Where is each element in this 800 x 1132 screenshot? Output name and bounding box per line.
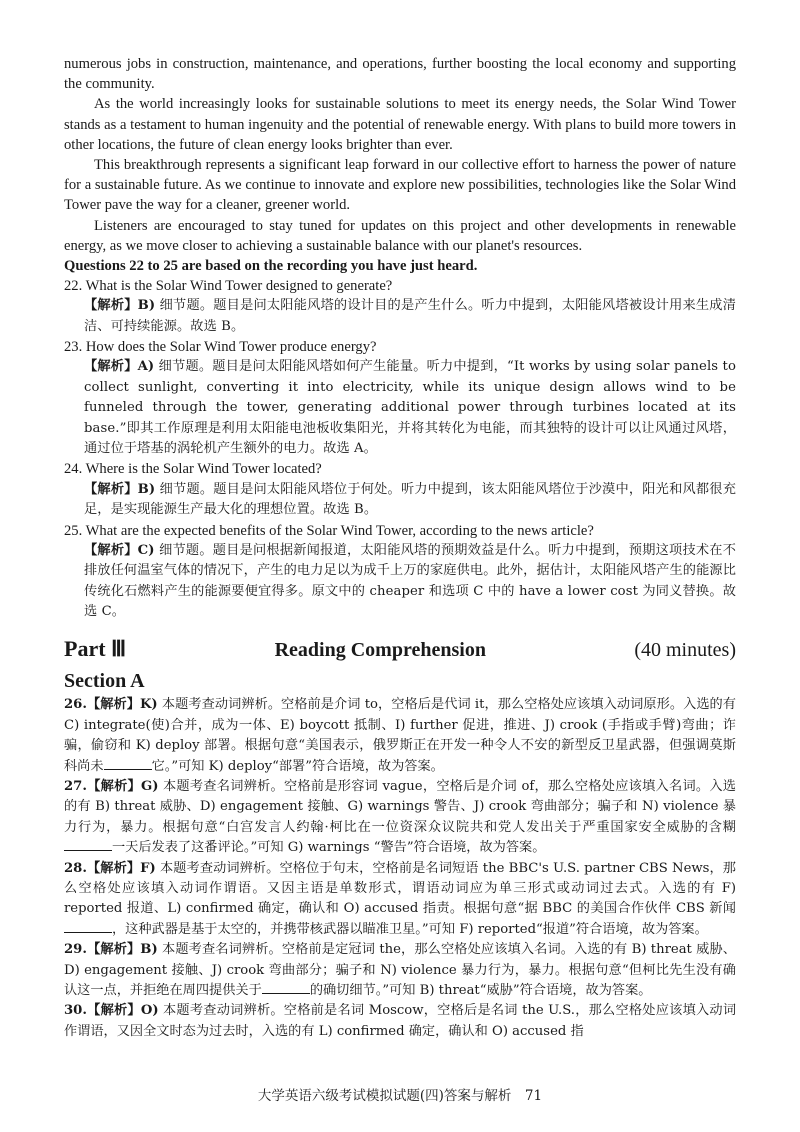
question-22: 22. What is the Solar Wind Tower designed to generate? (64, 278, 393, 295)
passage-para-4: Listeners are encouraged to stay tuned for updates on this project and other developments in renewable energy, as we move closer to achieving a sustainable balance with our planet's resources. (64, 217, 736, 254)
item-text: 本题考查动词辨析。空格前是介词 to，空格后是代词 it，那么空格处应该填入动词原形。入选的有 C) integrate(使)合并，成为一体、E) boycott 抵制、I) further 促进，推进、J) crook (手指或手臂)弯曲；诈骗，偷窃和 K) deploy 部署。根据句意“美国表示，俄罗斯正在开发一种令人不安的新型反卫星武器，但强调莫斯科尚未 (64, 697, 736, 774)
analysis-text: 细节题。题目是问太阳能风塔如何产生能量。听力中提到，“It works by using solar panels to collect sunlight, converting it into electricity, while its unique design allows wind to be funneled through the tower, generating additional power through turbines located at its base.”即其工作原理是利用太阳能电池板收集阳光，并将其转化为电能，而其独特的设计可以让风通过风塔，通过位于塔基的涡轮机产生额外的电力。故选 A。 (84, 359, 736, 457)
analysis-label: 【解析】C) (84, 542, 155, 558)
passage-para-1: numerous jobs in construction, maintenance, and operations, further boosting the local economy and supporting the community. (64, 56, 736, 93)
analysis-label: 【解析】A) (84, 359, 155, 375)
item-label: 28.【解析】F) (64, 860, 156, 876)
blank (104, 757, 152, 770)
analysis-text: 细节题。题目是问太阳能风塔的设计目的是产生什么。听力中提到，太阳能风塔被设计用来生成清洁、可持续能源。故选 B。 (84, 298, 736, 334)
item-text: 它。”可知 K) deploy“部署”符合语境，故为答案。 (151, 758, 444, 774)
item-text: 一天后发表了这番评论。”可知 G) warnings “警告”符合语境，故为答案。 (112, 840, 546, 856)
part-label: Part Ⅲ (64, 636, 127, 662)
item-text: 本题考查动词辨析。空格位于句末，空格前是名词短语 the BBC's U.S. partner CBS News，那么空格处应该填入动词作谓语。又因主语是单数形式，谓语动词应为单三形式或动词过去式。入选的有 F) reported 报道、L) confirmed 确定，确认和 O) accused 指责。根据句意“据 BBC 的美国合作伙伴 CBS 新闻 (64, 860, 736, 917)
item-29 (64, 940, 736, 1001)
item-30 (64, 1001, 736, 1042)
blank (262, 981, 310, 994)
item-26 (64, 695, 736, 777)
analysis-text: 细节题。题目是问根据新闻报道，太阳能风塔的预期效益是什么。听力中提到，预期这项技术在不排放任何温室气体的情况下，产生的电力足以为成千上万的家庭供电。此外，据估计，太阳能风塔产生的能源比传统化石燃料产生的能源要便宜得多。原文中的 cheaper 和选项 C 中的 have a lower cost 为同义替换。故选 C。 (84, 542, 737, 619)
section-heading: Section A (64, 670, 145, 693)
question-23: 23. How does the Solar Wind Tower produce energy? (64, 339, 377, 356)
analysis-25 (84, 541, 736, 623)
questions-heading: Questions 22 to 25 are based on the recording you have just heard. (64, 258, 478, 275)
item-text: ，这种武器是基于太空的，并携带核武器以瞄准卫星。”可知 F) reported“报道”符合语境，故为答案。 (112, 921, 708, 937)
part-heading (64, 636, 736, 662)
item-label: 30.【解析】O) (64, 1003, 159, 1019)
question-25: 25. What are the expected benefits of the Solar Wind Tower, according to the news article? (64, 522, 594, 539)
question-24: 24. Where is the Solar Wind Tower located? (64, 461, 322, 478)
analysis-22 (84, 296, 736, 337)
item-label: 29.【解析】B) (64, 942, 158, 958)
item-text: 本题考查动词辨析。空格前是名词 Moscow，空格后是名词 the U.S.，那么空格处应该填入动词作谓语，又因全文时态为过去时，入选的有 L) confirmed 确定，确认和 O) accused 指 (64, 1003, 737, 1039)
analysis-label: 【解析】B) (84, 298, 156, 314)
part-time: (40 minutes) (634, 639, 736, 662)
part-title: Reading Comprehension (274, 639, 486, 662)
item-27 (64, 777, 736, 859)
page-footer: 大学英语六级考试模拟试题(四)答案与解析 71 (257, 1088, 543, 1104)
item-label: 27.【解析】G) (64, 778, 159, 794)
blank (64, 920, 112, 933)
analysis-24 (84, 480, 736, 521)
blank (64, 838, 112, 851)
passage-para-3: This breakthrough represents a significant leap forward in our collective effort to harness the power of nature for a sustainable future. As we continue to innovate and explore new possibilities, technologies like the Solar Wind Tower pave the way for a cleaner, greener world. (64, 157, 736, 214)
item-label: 26.【解析】K) (64, 697, 158, 713)
item-text: 的确切细节。”可知 B) threat“威胁”符合语境，故为答案。 (309, 983, 652, 999)
item-text: 本题考查名词辨析。空格前是定冠词 the，那么空格处应该填入名词。入选的有 B) threat 威胁、D) engagement 接触、J) crook 弯曲部分；骗子和 N) violence 暴力行为，暴力。根据句意“但柯比先生没有确认这一点，并拒绝在周四提供关于 (64, 942, 736, 999)
analysis-text: 细节题。题目是问太阳能风塔位于何处。听力中提到，该太阳能风塔位于沙漠中，阳光和风都很充足，是实现能源生产最大化的理想位置。故选 B。 (84, 481, 736, 518)
item-text: 本题考查名词辨析。空格前是形容词 vague，空格后是介词 of，那么空格处应该填入名词。入选的有 B) threat 威胁、D) engagement 接触、G) warnings 警告、J) crook 弯曲部分；骗子和 N) violence 暴力行为，暴力。根据句意“白宫发言人约翰·柯比在一位资深众议院共和党人发出关于严重国家安全威胁的含糊 (64, 778, 736, 835)
analysis-23 (84, 357, 736, 459)
passage-para-2: As the world increasingly looks for sustainable solutions to meet its energy needs, the Solar Wind Tower stands as a testament to human ingenuity and the potential of renewable energy. With plans to build more towers in other locations, the future of clean energy looks brighter than ever. (64, 96, 736, 153)
analysis-label: 【解析】B) (84, 481, 156, 497)
item-28 (64, 859, 736, 941)
